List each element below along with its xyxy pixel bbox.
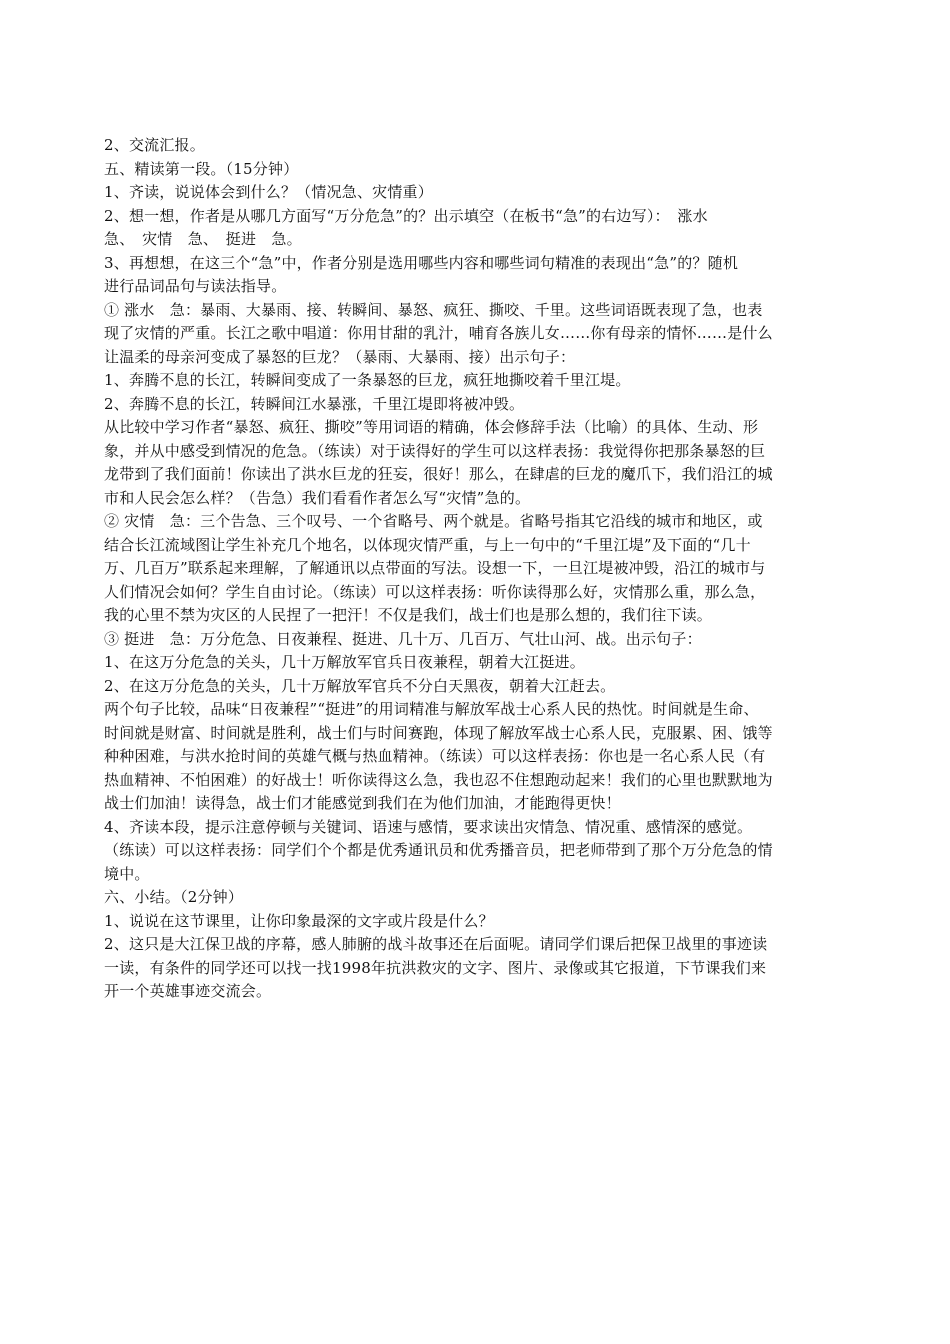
text-line: 一读，有条件的同学还可以找一找1998年抗洪救灾的文字、图片、录像或其它报道，下节课我们来 xyxy=(104,958,767,977)
text-line: 人们情况会如何？学生自由讨论。（练读）可以这样表扬：听你读得那么好，灾情那么重，那么急， xyxy=(104,582,766,601)
text-line: 1、齐读，说说体会到什么？（情况急、灾情重） xyxy=(104,183,433,201)
text-line: 热血精神、不怕困难）的好战士！听你读得这么急，我也忍不住想跑动起来！我们的心里也默默地为 xyxy=(104,770,773,789)
document-body xyxy=(104,134,854,1004)
text-line: 3、再想想，在这三个“急”中，作者分别是选用哪些内容和哪些词句精准的表现出“急”的？随机 xyxy=(104,253,739,272)
text-line: 市和人民会怎么样？（告急）我们看看作者怎么写“灾情”急的。 xyxy=(104,488,531,507)
text-line: 2、这只是大江保卫战的序幕，感人肺腑的战斗故事还在后面呢。请同学们课后把保卫战里的事迹读 xyxy=(104,935,768,953)
text-line: 战士们加油！读得急，战士们才能感觉到我们在为他们加油，才能跑得更快！ xyxy=(104,794,621,812)
text-line: 4、齐读本段，提示注意停顿与关键词、语速与感情，要求读出灾情急、情况重、感情深的感觉。 xyxy=(104,817,753,836)
text-line: 龙带到了我们面前！你读出了洪水巨龙的狂妄，很好！那么，在肆虐的巨龙的魔爪下，我们沿江的城 xyxy=(104,465,773,483)
text-line: 开一个英雄事迹交流会。 xyxy=(104,982,272,1000)
text-line: ② 灾情 急：三个告急、三个叹号、一个省略号、两个就是。省略号指其它沿线的城市和地区，或 xyxy=(104,512,763,530)
text-line: 时间就是财富、时间就是胜利，战士们与时间赛跑，体现了解放军战士心系人民，克服累、困、饿等 xyxy=(104,723,773,742)
text-line: 我的心里不禁为灾区的人民捏了一把汗！不仅是我们，战士们也是那么想的，我们往下读。 xyxy=(104,606,713,624)
text-line: 万、几百万”联系起来理解，了解通讯以点带面的写法。设想一下，一旦江堤被冲毁，沿江的城市与 xyxy=(104,559,766,577)
text-line: 急、 灾情 急、 挺进 急。 xyxy=(104,230,302,248)
text-line: 五、精读第一段。（15分钟） xyxy=(104,159,299,178)
text-line: 让温柔的母亲河变成了暴怒的巨龙？（暴雨、大暴雨、接）出示句子： xyxy=(104,347,576,366)
text-line: 2、在这万分危急的关头，几十万解放军官兵不分白天黑夜，朝着大江赶去。 xyxy=(104,676,616,695)
text-line: ① 涨水 急：暴雨、大暴雨、接、转瞬间、暴怒、疯狂、撕咬、千里。这些词语既表现了急，也表 xyxy=(104,300,763,319)
text-line: 现了灾情的严重。长江之歌中唱道：你用甘甜的乳汁，哺育各族儿女……你有母亲的情怀……是什么 xyxy=(104,324,773,342)
text-line: 进行品词品句与读法指导。 xyxy=(104,277,287,295)
text-line: 两个句子比较，品味“日夜兼程”“挺进”的用词精准与解放军战士心系人民的热忱。时间就是生命、 xyxy=(104,700,759,718)
text-line: 1、奔腾不息的长江，转瞬间变成了一条暴怒的巨龙，疯狂地撕咬着千里江堤。 xyxy=(104,371,631,389)
text-line: 种种困难，与洪水抢时间的英雄气概与热血精神。（练读）可以这样表扬：你也是一名心系人民（有 xyxy=(104,747,766,765)
text-line: 象，并从中感受到情况的危急。（练读）对于读得好的学生可以这样表扬：我觉得你把那条暴怒的巨 xyxy=(104,441,766,460)
text-line: 1、在这万分危急的关头，几十万解放军官兵日夜兼程，朝着大江挺进。 xyxy=(104,653,585,671)
text-line: 结合长江流域图让学生补充几个地名，以体现灾情严重，与上一句中的“千里江堤”及下面的“几十 xyxy=(104,535,751,554)
text-line: 从比较中学习作者“暴怒、疯狂、撕咬”等用词语的精确，体会修辞手法（比喻）的具体、生动、形 xyxy=(104,418,759,436)
text-line: 2、交流汇报。 xyxy=(104,136,205,154)
text-line: 境中。 xyxy=(104,864,150,883)
text-line: 2、想一想，作者是从哪几方面写“万分危急”的？出示填空（在板书“急”的右边写）： 涨水 xyxy=(104,206,708,225)
text-line: 1、说说在这节课里，让你印象最深的文字或片段是什么？ xyxy=(104,911,494,930)
text-line: （练读）可以这样表扬：同学们个个都是优秀通讯员和优秀播音员，把老师带到了那个万分危急的情 xyxy=(104,841,773,859)
text-line: 六、小结。（2分钟） xyxy=(104,888,244,906)
text-line: ③ 挺进 急：万分危急、日夜兼程、挺进、几十万、几百万、气壮山河、战。出示句子： xyxy=(104,629,702,648)
text-line: 2、奔腾不息的长江，转瞬间江水暴涨，千里江堤即将被冲毁。 xyxy=(104,394,525,413)
